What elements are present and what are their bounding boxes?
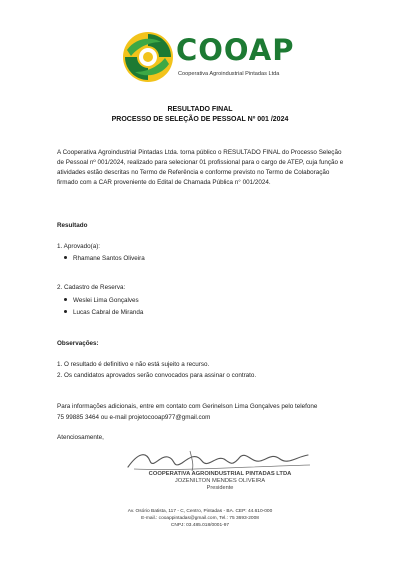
footer-cnpj: CNPJ: 03.485.018/0001-97	[170, 523, 230, 528]
title-line-1: RESULTADO FINAL	[167, 106, 233, 113]
logo-wordmark: COOAP	[176, 33, 295, 67]
intro-paragraph: A Cooperativa Agroindustrial Pintadas Ltda. torna público o RESULTADO FINAL do Processo Seleção de Pessoal nº 001/2024, realizado para selecionar 01 profissional para o cargo de ATEP, cuja função e atividades estão descritas no Termo de Referência e conforme previsto no Termo de Colaboração firmado com a CAR proveniente do Edital de Chamada Pública n° 001/2024.	[57, 149, 344, 186]
signature-name: JOZENILTON MENDES OLIVEIRA	[174, 478, 266, 484]
resultado-heading: Resultado	[57, 222, 88, 229]
bullet-icon	[64, 298, 67, 301]
approved-label: 1. Aprovado(a):	[57, 243, 101, 250]
observacoes-heading: Observações:	[57, 340, 99, 347]
signature-role: Presidente	[206, 485, 234, 491]
title-line-2: PROCESSO DE SELEÇÃO DE PESSOAL Nº 001 /2024	[111, 116, 289, 123]
footer	[0, 508, 400, 529]
cooap-emblem-icon	[121, 30, 175, 84]
closing-text: Atenciosamente,	[57, 434, 104, 441]
observacao-item: 2. Os candidatos aprovados serão convocados para assinar o contrato.	[57, 372, 257, 379]
reserve-item	[64, 297, 139, 304]
approved-item	[64, 255, 145, 262]
reserve-name: Weslei Lima Gonçalves	[73, 297, 139, 304]
approved-name: Rhamane Santos Oliveira	[73, 255, 145, 262]
footer-contact: E-mail.: cooappintadas@gmail.com, Tel.: 75 3693-2008	[141, 516, 259, 521]
logo-subtitle: Cooperativa Agroindustrial Pintadas Ltda	[178, 71, 280, 77]
observacao-item: 1. O resultado é definitivo e não está sujeito a recurso.	[57, 361, 210, 368]
contact-line-1: Para informações adicionais, entre em contato com Gerinelson Lima Gonçalves pelo telefone	[57, 403, 318, 410]
signature-org: COOPERATIVA AGROINDUSTRIAL PINTADAS LTDA	[148, 471, 292, 477]
reserve-name: Lucas Cabral de Miranda	[73, 309, 144, 316]
footer-address: Av. Osório Batista, 117 - C, Centro, Pintadas - BA. CEP: 44.610-000	[127, 509, 273, 514]
document-title	[0, 105, 400, 125]
bullet-icon	[64, 310, 67, 313]
contact-line-2: 75 99885 3464 ou e-mail projetocooap977@gmail.com	[57, 414, 211, 421]
cooap-logo	[121, 30, 295, 88]
signature-block	[120, 445, 320, 495]
bullet-icon	[64, 256, 67, 259]
reserve-item	[64, 309, 143, 316]
reserve-label: 2. Cadastro de Reserva:	[57, 284, 126, 291]
